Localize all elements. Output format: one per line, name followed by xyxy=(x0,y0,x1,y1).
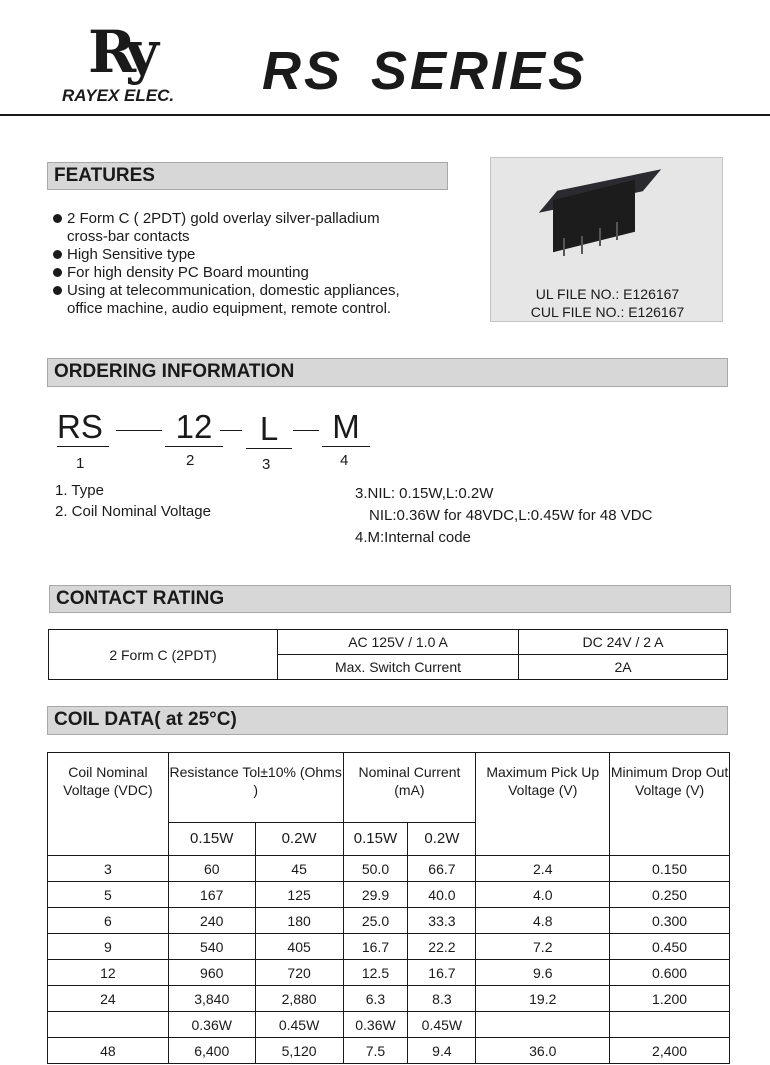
sub-header-power: 0.15W xyxy=(343,822,408,855)
table-cell: 2.4 xyxy=(476,856,610,882)
separator xyxy=(293,430,319,431)
table-row xyxy=(48,934,730,960)
bullet-icon xyxy=(53,250,62,259)
header-pickup: Maximum Pick Up Voltage (V) xyxy=(476,753,610,856)
note-power: 3.NIL: 0.15W,L:0.2W xyxy=(355,485,494,502)
index-1: 1 xyxy=(76,455,85,472)
table-row xyxy=(48,856,730,882)
table-row xyxy=(48,986,730,1012)
table-cell: 8.3 xyxy=(408,986,476,1012)
part-voltage: 12 xyxy=(165,408,223,447)
rayex-logo: Ry xyxy=(88,18,149,86)
ordering-heading: ORDERING INFORMATION xyxy=(47,358,728,387)
list-item-continuation: office machine, audio equipment, remote control. xyxy=(67,300,392,317)
header-voltage: Coil Nominal Voltage (VDC) xyxy=(48,753,169,856)
max-current-label: Max. Switch Current xyxy=(278,655,519,680)
header-resistance: Resistance Tol±10% (Ohms ) xyxy=(168,753,343,823)
table-cell: 720 xyxy=(255,960,343,986)
table-row xyxy=(48,882,730,908)
table-cell: 45 xyxy=(255,856,343,882)
relay-pin xyxy=(563,238,565,256)
table-cell: 5 xyxy=(48,882,169,908)
table-cell: 3 xyxy=(48,856,169,882)
table-cell: 33.3 xyxy=(408,908,476,934)
table-cell: 6,400 xyxy=(168,1038,255,1064)
features-list xyxy=(53,210,400,318)
list-item xyxy=(53,210,400,228)
ac-rating: AC 125V / 1.0 A xyxy=(278,630,519,655)
table-cell: 3,840 xyxy=(168,986,255,1012)
relay-pin xyxy=(599,228,601,246)
list-item xyxy=(53,246,400,264)
table-cell: 167 xyxy=(168,882,255,908)
separator xyxy=(220,430,242,431)
feature-text: High Sensitive type xyxy=(67,246,196,263)
table-cell: 50.0 xyxy=(343,856,408,882)
page-title: RS SERIES xyxy=(262,41,588,101)
empty-cell xyxy=(48,1012,169,1038)
table-cell: 6.3 xyxy=(343,986,408,1012)
empty-cell xyxy=(610,1012,730,1038)
table-cell: 0.600 xyxy=(610,960,730,986)
features-heading: FEATURES xyxy=(47,162,448,190)
list-item xyxy=(53,264,400,282)
note-voltage: 2. Coil Nominal Voltage xyxy=(55,503,211,520)
feature-text: Using at telecommunication, domestic appliances, xyxy=(67,282,400,299)
table-cell: 60 xyxy=(168,856,255,882)
table-cell: 7.2 xyxy=(476,934,610,960)
coil-data-table xyxy=(47,752,730,1064)
table-cell: 16.7 xyxy=(408,960,476,986)
table-cell: 9.4 xyxy=(408,1038,476,1064)
table-cell: 5,120 xyxy=(255,1038,343,1064)
table-cell: 12 xyxy=(48,960,169,986)
bullet-icon xyxy=(53,268,62,277)
table-row-48v-power xyxy=(48,1012,730,1038)
table-cell: 125 xyxy=(255,882,343,908)
table-cell: 7.5 xyxy=(343,1038,408,1064)
header-current: Nominal Current (mA) xyxy=(343,753,476,823)
ul-file-number: UL FILE NO.: E126167 xyxy=(535,286,680,302)
contact-heading: CONTACT RATING xyxy=(49,585,731,613)
sub-header-power: 0.36W xyxy=(168,1012,255,1038)
table-cell: 22.2 xyxy=(408,934,476,960)
table-cell: 0.250 xyxy=(610,882,730,908)
table-cell: 6 xyxy=(48,908,169,934)
table-cell: 66.7 xyxy=(408,856,476,882)
header-divider xyxy=(0,114,770,116)
table-cell: 540 xyxy=(168,934,255,960)
list-item-continuation: cross-bar contacts xyxy=(67,228,190,245)
dc-rating: DC 24V / 2 A xyxy=(519,630,728,655)
table-row xyxy=(48,960,730,986)
coil-heading: COIL DATA( at 25°C) xyxy=(47,706,728,735)
table-cell: 180 xyxy=(255,908,343,934)
table-cell: 29.9 xyxy=(343,882,408,908)
table-cell: 4.0 xyxy=(476,882,610,908)
table-cell: 2,880 xyxy=(255,986,343,1012)
feature-text: 2 Form C ( 2PDT) gold overlay silver-palladium xyxy=(67,210,380,227)
part-internal-code: M xyxy=(322,408,370,447)
table-cell: 240 xyxy=(168,908,255,934)
part-power: L xyxy=(246,410,292,449)
list-item xyxy=(53,282,400,300)
table-cell: 960 xyxy=(168,960,255,986)
table-cell: 12.5 xyxy=(343,960,408,986)
bullet-icon xyxy=(53,286,62,295)
table-cell: 48 xyxy=(48,1038,169,1064)
table-cell: 36.0 xyxy=(476,1038,610,1064)
relay-pin xyxy=(616,222,618,240)
relay-photo xyxy=(490,157,723,322)
table-cell: 1.200 xyxy=(610,986,730,1012)
part-type: RS xyxy=(57,408,109,447)
table-row xyxy=(48,908,730,934)
sub-header-power: 0.45W xyxy=(255,1012,343,1038)
table-cell: 2,400 xyxy=(610,1038,730,1064)
relay-pin xyxy=(581,236,583,254)
cul-file-number: CUL FILE NO.: E126167 xyxy=(530,304,685,320)
table-cell: 25.0 xyxy=(343,908,408,934)
sub-header-power: 0.36W xyxy=(343,1012,408,1038)
sub-header-power: 0.45W xyxy=(408,1012,476,1038)
sub-header-power: 0.2W xyxy=(408,822,476,855)
table-cell: 9 xyxy=(48,934,169,960)
feature-text: For high density PC Board mounting xyxy=(67,264,309,281)
bullet-icon xyxy=(53,214,62,223)
contact-rating-table xyxy=(48,629,728,680)
sub-header-power: 0.2W xyxy=(255,822,343,855)
table-cell: 405 xyxy=(255,934,343,960)
table-cell: 0.450 xyxy=(610,934,730,960)
index-3: 3 xyxy=(262,456,271,473)
table-row xyxy=(48,1038,730,1064)
note-type: 1. Type xyxy=(55,482,104,499)
table-cell: 40.0 xyxy=(408,882,476,908)
contact-form: 2 Form C (2PDT) xyxy=(49,630,278,680)
header-dropout: Minimum Drop Out Voltage (V) xyxy=(610,753,730,856)
table-cell: 9.6 xyxy=(476,960,610,986)
index-4: 4 xyxy=(340,452,349,469)
note-internal-code: 4.M:Internal code xyxy=(355,529,471,546)
table-cell: 16.7 xyxy=(343,934,408,960)
table-cell: 24 xyxy=(48,986,169,1012)
empty-cell xyxy=(476,1012,610,1038)
sub-header-power: 0.15W xyxy=(168,822,255,855)
index-2: 2 xyxy=(186,452,195,469)
table-cell: 0.300 xyxy=(610,908,730,934)
brand-name: RAYEX ELEC. xyxy=(62,86,175,105)
separator xyxy=(116,430,162,431)
table-cell: 4.8 xyxy=(476,908,610,934)
note-power-48v: NIL:0.36W for 48VDC,L:0.45W for 48 VDC xyxy=(369,507,653,524)
max-current-value: 2A xyxy=(519,655,728,680)
table-cell: 0.150 xyxy=(610,856,730,882)
table-cell: 19.2 xyxy=(476,986,610,1012)
